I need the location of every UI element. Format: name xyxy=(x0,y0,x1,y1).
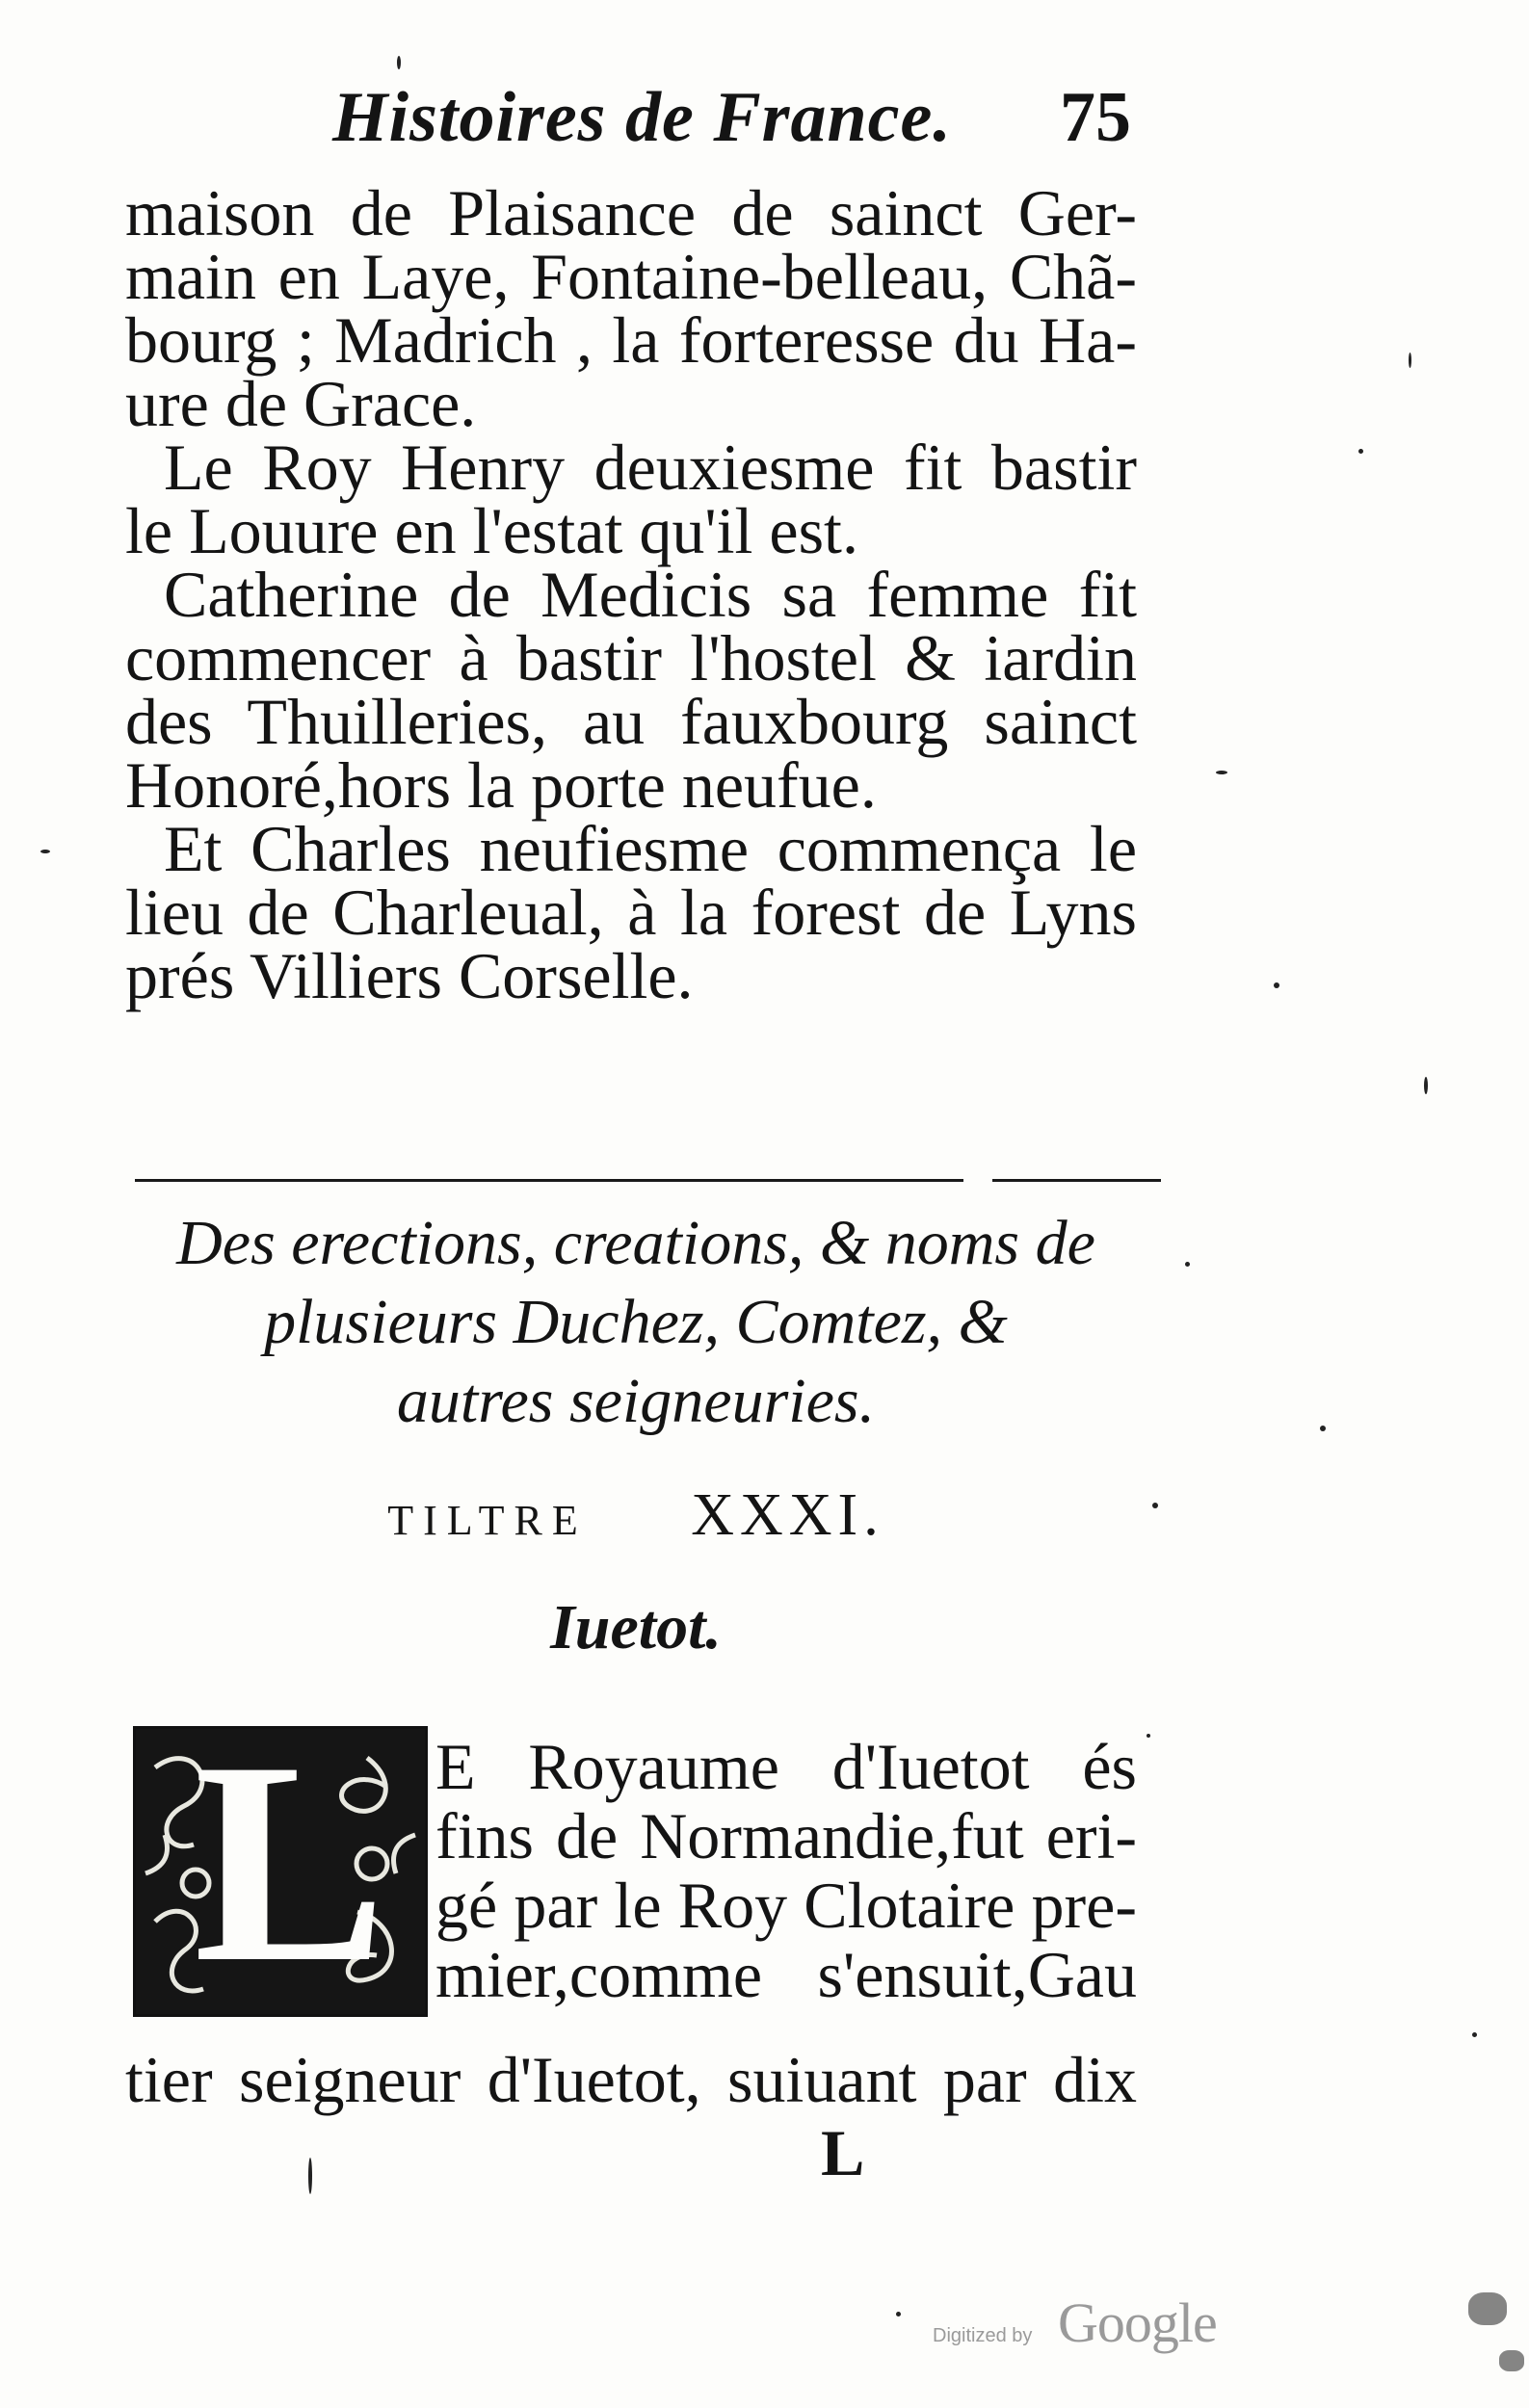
ink-speck xyxy=(1358,449,1363,454)
decorated-initial xyxy=(133,1702,428,2022)
page-header xyxy=(125,67,1137,173)
text-line: Catherine de Medicis sa femme fit xyxy=(164,558,1137,631)
titre-number: XXXI. xyxy=(691,1482,884,1548)
titre-heading xyxy=(125,1481,1147,1550)
running-title: Histoires de France. xyxy=(332,78,952,157)
section-title-line: Des erections, creations, & noms de xyxy=(176,1208,1095,1278)
text-line: le Louure en l'estat qu'il est. xyxy=(125,494,858,567)
text-line: gé par le Roy Clotaire pre- xyxy=(435,1869,1137,1942)
digitization-watermark xyxy=(933,2290,1241,2354)
ink-speck xyxy=(1472,2032,1477,2037)
text-line: tier seigneur d'Iuetot, suiuant par dix xyxy=(125,2043,1137,2116)
text-line: main en Laye, Fontaine-belleau, Chã- xyxy=(125,240,1137,313)
ink-speck xyxy=(1152,1503,1158,1508)
ink-speck xyxy=(1499,2350,1524,2371)
body-text xyxy=(125,176,1137,1012)
ink-speck xyxy=(40,850,50,853)
text-line: Et Charles neufiesme commença le xyxy=(164,812,1137,885)
ink-speck xyxy=(1147,1734,1150,1738)
text-line: Le Roy Henry deuxiesme fit bastir xyxy=(164,431,1137,504)
divider-gap xyxy=(963,1175,992,1187)
text-line: fins de Normandie,fut eri- xyxy=(435,1799,1137,1872)
drop-cap-text xyxy=(435,1732,1137,2009)
ink-speck xyxy=(1409,353,1411,368)
page-number: 75 xyxy=(1060,78,1131,157)
watermark-prefix: Digitized by xyxy=(933,2325,1033,2346)
section-title-line: autres seigneuries. xyxy=(396,1366,876,1436)
catchword: L xyxy=(821,2116,865,2189)
text-line: Honoré,hors la porte neufue. xyxy=(125,748,877,822)
text-line: mier,comme s'ensuit,Gau xyxy=(435,1938,1137,2011)
text-line: ure de Grace. xyxy=(125,367,477,440)
section-title-line: plusieurs Duchez, Comtez, & xyxy=(264,1287,1008,1357)
text-line: des Thuilleries, au fauxbourg sainct xyxy=(125,685,1137,758)
text-line: prés Villiers Corselle. xyxy=(125,939,694,1012)
ink-speck xyxy=(1468,2292,1507,2325)
place-subheading: Iuetot. xyxy=(550,1592,722,1662)
text-line: commencer à bastir l'hostel & iardin xyxy=(125,621,1137,694)
section-title xyxy=(125,1204,1147,1441)
text-line: bourg ; Madrich , la forteresse du Ha- xyxy=(125,303,1137,377)
titre-word: TILTRE xyxy=(387,1497,588,1544)
text-line: maison de Plaisance de sainct Ger- xyxy=(125,176,1137,249)
section-divider xyxy=(135,1175,1161,1187)
ink-speck xyxy=(308,2158,312,2194)
text-line: lieu de Charleual, à la forest de Lyns xyxy=(125,876,1137,949)
divider-line xyxy=(135,1179,1161,1182)
google-logo: Google xyxy=(1058,2291,1217,2354)
ink-speck xyxy=(896,2312,901,2316)
ink-speck xyxy=(1320,1426,1326,1431)
ink-speck xyxy=(1274,982,1279,988)
ink-speck xyxy=(1185,1262,1190,1267)
ink-speck xyxy=(1424,1077,1428,1094)
initial-letter: L xyxy=(194,1702,387,2022)
ink-speck xyxy=(1216,771,1227,774)
text-line: E Royaume d'Iuetot és xyxy=(435,1730,1137,1803)
